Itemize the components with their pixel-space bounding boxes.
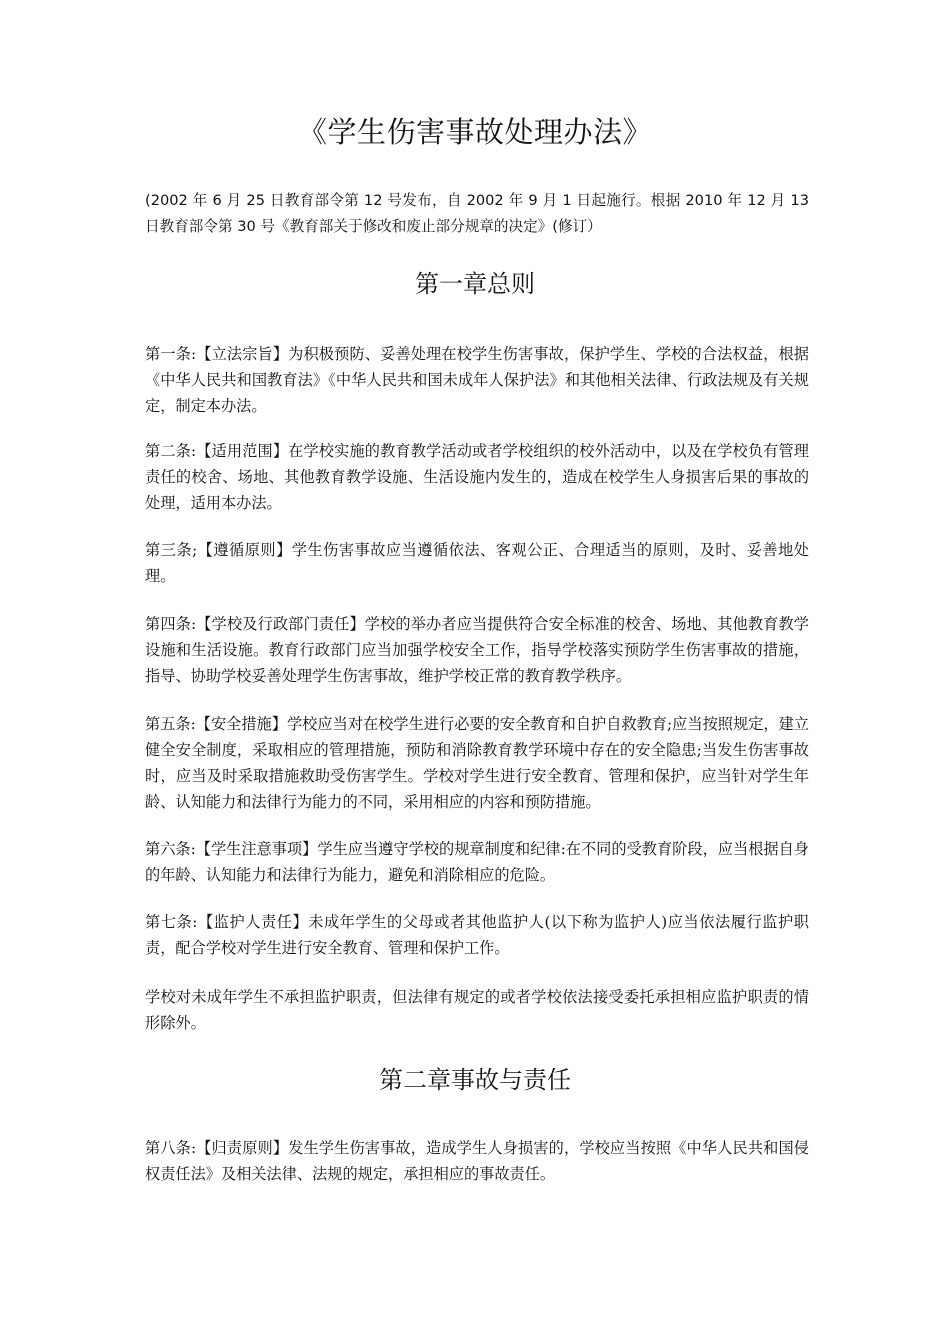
article-6: 第六条:【学生注意事项】学生应当遵守学校的规章制度和纪律:在不同的受教育阶段，应当根据自身的年龄、认知能力和法律行为能力，避免和消除相应的危险。: [145, 840, 809, 884]
article-5: 第五条:【安全措施】学校应当对在校学生进行必要的安全教育和自护自救教育;应当按照规定，建立健全安全制度，采取相应的管理措施，预防和消除教育教学环境中存在的安全隐患;当发生伤害事故时，应当及时采取措施救助受伤害学生。学校对学生进行安全教育、管理和保护，应当针对学生年龄、认知能力和法律行为能力的不同，采用相应的内容和预防措施。: [145, 715, 809, 811]
article-2: 第二条:【适用范围】在学校实施的教育教学活动或者学校组织的校外活动中，以及在学校负有管理责任的校舍、场地、其他教育教学设施、生活设施内发生的，造成在校学生人身损害后果的事故的处理，适用本办法。: [145, 442, 809, 512]
chapter-heading-1: 第一章总则: [415, 270, 535, 298]
article-7: 第七条:【监护人责任】未成年学生的父母或者其他监护人(以下称为监护人)应当依法履行监护职责，配合学校对学生进行安全教育、管理和保护工作。: [145, 913, 809, 957]
chapter-heading-2: 第二章事故与责任: [379, 1066, 571, 1094]
document-title: 《学生伤害事故处理办法》: [297, 115, 652, 149]
article-7-note: 学校对未成年学生不承担监护职责，但法律有规定的或者学校依法接受委托承担相应监护职责的情形除外。: [145, 988, 809, 1032]
document-intro: (2002 年 6 月 25 日教育部令第 12 号发布，自 2002 年 9 月 1 日起施行。根据 2010 年 12 月 13 日教育部令第 30 号《教育部关于修改和废止部分规章的决定》(修订）: [145, 192, 809, 235]
article-8: 第八条:【归责原则】发生学生伤害事故，造成学生人身损害的，学校应当按照《中华人民共和国侵权责任法》及相关法律、法规的规定，承担相应的事故责任。: [145, 1139, 809, 1183]
article-3: 第三条;【遵循原则】学生伤害事故应当遵循依法、客观公正、合理适当的原则，及时、妥善地处理。: [145, 541, 809, 585]
article-1: 第一条:【立法宗旨】为积极预防、妥善处理在校学生伤害事故，保护学生、学校的合法权益，根据《中华人民共和国教育法》《中华人民共和国未成年人保护法》和其他相关法律、行政法规及有关规定，制定本办法。: [145, 345, 809, 415]
article-4: 第四条:【学校及行政部门责任】学校的举办者应当提供符合安全标准的校舍、场地、其他教育教学设施和生活设施。教育行政部门应当加强学校安全工作，指导学校落实预防学生伤害事故的措施，指导、协助学校妥善处理学生伤害事故，维护学校正常的教育教学秩序。: [145, 615, 809, 685]
